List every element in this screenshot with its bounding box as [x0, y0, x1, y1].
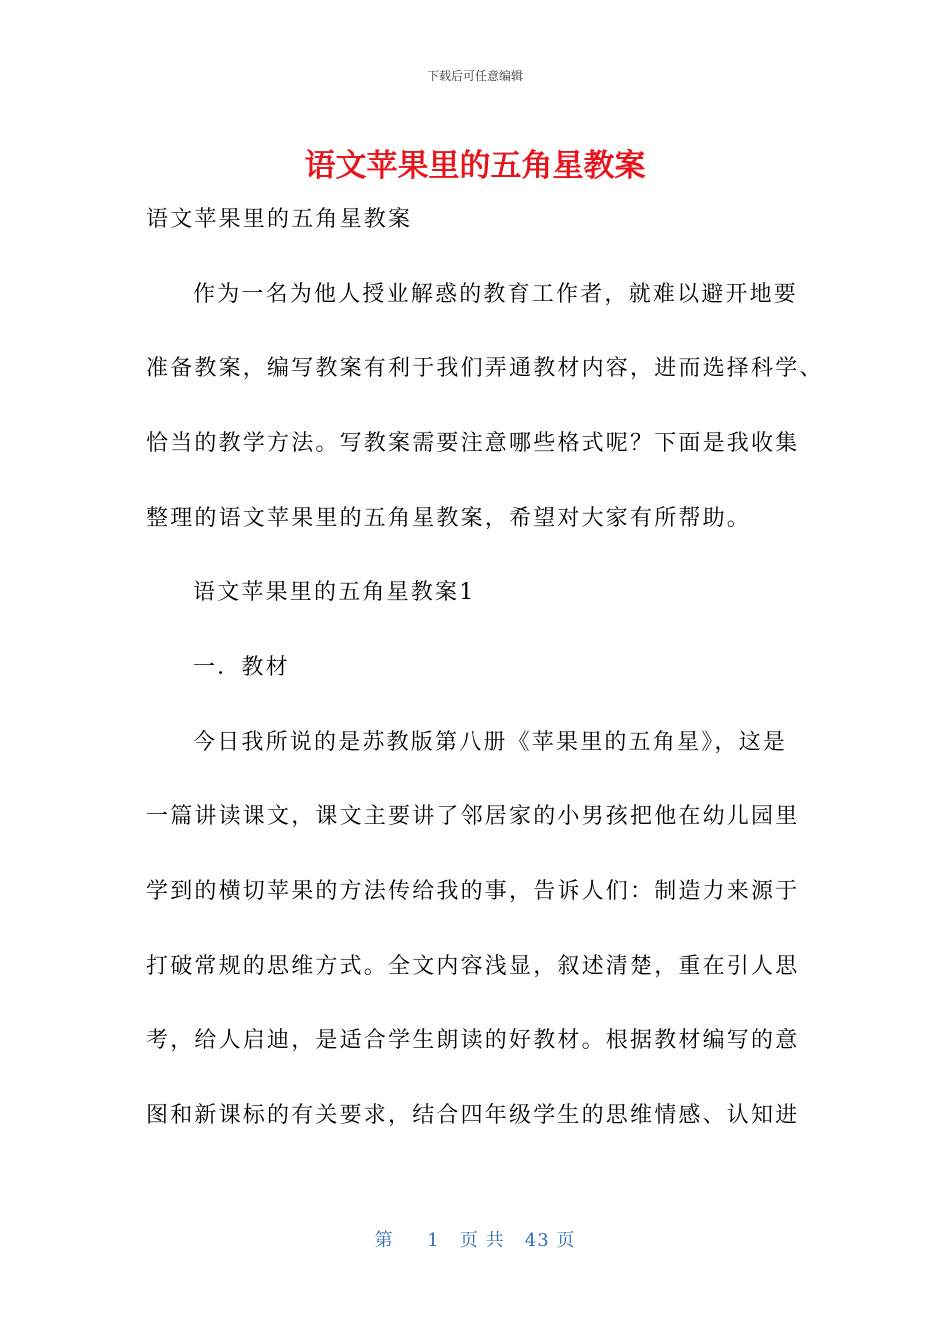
section-heading: 语文苹果里的五角星教案1: [193, 580, 476, 605]
current-page-number: 1: [427, 1230, 440, 1251]
paragraph-line: 考，给人启迪，是适合学生朗读的好教材。根据教材编写的意: [146, 1028, 800, 1053]
download-note: 下载后可任意编辑: [426, 69, 523, 83]
page-label-mid: 页 共: [459, 1230, 505, 1251]
total-pages: 43: [524, 1230, 550, 1251]
paragraph-line: 图和新课标的有关要求，结合四年级学生的思维情感、认知进: [146, 1103, 800, 1128]
paragraph-line: 整理的语文苹果里的五角星教案，希望对大家有所帮助。: [146, 506, 752, 531]
paragraph-line: 准备教案，编写教案有利于我们弄通教材内容，进而选择科学、: [146, 356, 824, 381]
page-label-suffix: 页: [556, 1230, 576, 1251]
subsection-heading: 一．教材: [193, 655, 290, 680]
paragraph-line: 作为一名为他人授业解惑的教育工作者，就难以避开地要: [193, 282, 799, 307]
page-footer: [0, 1226, 950, 1252]
paragraph-line: 一篇讲读课文，课文主要讲了邻居家的小男孩把他在幼儿园里: [146, 804, 800, 829]
paragraph-line: 今日我所说的是苏教版第八册《苹果里的五角星》，这是: [193, 730, 788, 755]
page-label-prefix: 第: [374, 1230, 394, 1251]
paragraph-line: 打破常规的思维方式。全文内容浅显，叙述清楚，重在引人思: [146, 954, 800, 979]
subtitle-line: 语文苹果里的五角星教案: [146, 207, 413, 232]
paragraph-line: 恰当的教学方法。写教案需要注意哪些格式呢？下面是我收集: [146, 431, 800, 456]
document-title: 语文苹果里的五角星教案: [304, 148, 646, 184]
paragraph-line: 学到的横切苹果的方法传给我的事，告诉人们：制造力来源于: [146, 879, 800, 904]
